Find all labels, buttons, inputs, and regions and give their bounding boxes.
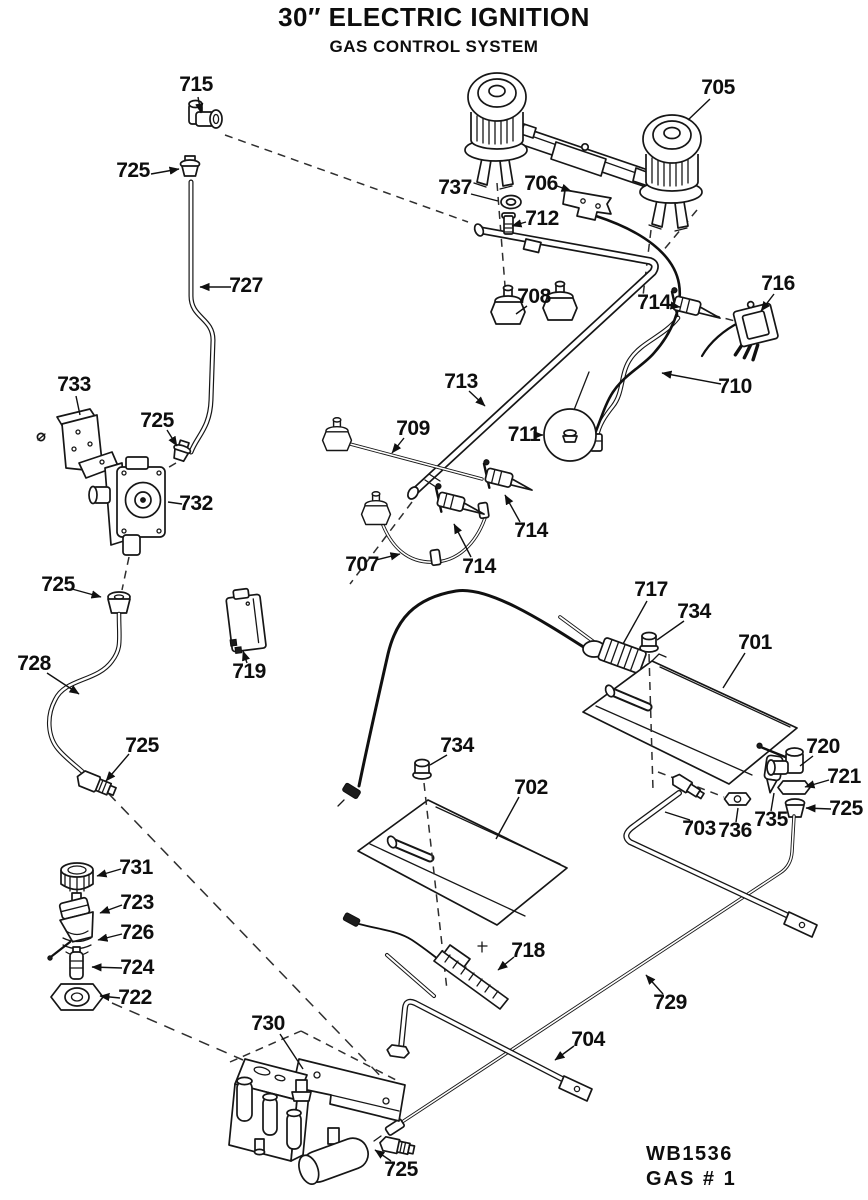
leader-line-710-10 (662, 373, 721, 384)
nut-734-upper (640, 633, 658, 653)
fitting-725-mid (108, 592, 130, 613)
burner-baffle-702 (358, 800, 567, 925)
part-label-731-35: 731 (119, 856, 153, 879)
screw-712 (502, 213, 515, 234)
part-label-713-13: 713 (444, 370, 478, 393)
drawing-number-block (646, 1143, 737, 1191)
leader-line-706-4 (557, 186, 571, 191)
nut-736 (725, 793, 751, 805)
part-label-717-21: 717 (634, 578, 668, 601)
part-label-725-28: 725 (125, 734, 159, 757)
bracket-706 (563, 190, 611, 220)
glow-igniter-718 (343, 912, 508, 1009)
part-label-705-2: 705 (701, 76, 735, 99)
valve-body-723 (56, 896, 99, 943)
part-label-725-31: 725 (829, 797, 863, 820)
part-label-728-24: 728 (17, 652, 51, 675)
part-label-727-6: 727 (229, 274, 263, 297)
part-label-722-39: 722 (118, 986, 152, 1009)
part-label-723-36: 723 (120, 891, 154, 914)
part-label-732-16: 732 (179, 492, 213, 515)
spark-module-719 (224, 587, 266, 654)
leader-line-705-2 (688, 99, 710, 120)
fitting-725-top (181, 156, 200, 176)
gas-valve-assembly-730 (229, 1059, 405, 1187)
page-title: 30″ ELECTRIC IGNITION (278, 2, 590, 32)
burner-right (640, 115, 702, 231)
flare-nut-707-end (362, 492, 391, 525)
part-label-711-15: 711 (507, 423, 541, 446)
part-label-715-0: 715 (179, 73, 213, 96)
part-label-734-22: 734 (677, 600, 711, 623)
leader-line-714-17 (505, 495, 520, 522)
part-label-725-12: 725 (140, 409, 174, 432)
part-label-737-3: 737 (438, 176, 472, 199)
part-label-729-41: 729 (653, 991, 687, 1014)
pipe-728 (49, 614, 119, 778)
part-label-726-37: 726 (120, 921, 154, 944)
fitting-725-bottom (378, 1136, 415, 1157)
leader-line-712-5 (512, 222, 526, 226)
detail-circle-711 (544, 372, 596, 461)
part-label-707-18: 707 (345, 553, 379, 576)
elbow-715 (189, 101, 222, 129)
part-label-725-1: 725 (116, 159, 150, 182)
leader-line-737-3 (471, 194, 498, 201)
part-label-704-42: 704 (571, 1028, 605, 1051)
drawing-header (0, 0, 868, 57)
drawing-number: WB1536 (646, 1143, 733, 1165)
flare-nut-709-end (323, 418, 352, 451)
part-label-703-32: 703 (682, 817, 716, 840)
part-label-725-44: 725 (384, 1158, 418, 1181)
part-label-734-26: 734 (440, 734, 474, 757)
burner-baffle-701 (583, 654, 797, 784)
part-label-735-34: 735 (754, 808, 788, 831)
part-label-708-7: 708 (517, 285, 551, 308)
hex-nut-722 (51, 984, 103, 1010)
manifold-pipe-713 (406, 223, 655, 501)
part-label-709-14: 709 (396, 417, 430, 440)
leader-line-701-23 (723, 653, 745, 688)
part-label-720-27: 720 (806, 735, 840, 758)
leader-line-725-20 (72, 589, 101, 597)
part-label-736-33: 736 (718, 819, 752, 842)
part-label-701-23: 701 (738, 631, 772, 654)
leader-line-702-30 (496, 797, 519, 839)
label-leader-lines (47, 97, 831, 1161)
part-label-716-9: 716 (761, 272, 795, 295)
page-subtitle: GAS CONTROL SYSTEM (329, 37, 539, 56)
part-label-710-10: 710 (718, 375, 752, 398)
leader-line-725-28 (106, 754, 129, 781)
part-label-714-8: 714 (637, 291, 671, 314)
part-label-714-17: 714 (514, 519, 548, 542)
fitting-725-lower-left (74, 769, 117, 799)
leader-line-721-29 (805, 780, 829, 787)
part-label-724-38: 724 (120, 956, 154, 979)
leader-line-707-18 (376, 554, 400, 560)
burner-left (465, 73, 527, 189)
part-label-712-5: 712 (525, 207, 559, 230)
part-label-719-25: 719 (232, 660, 266, 683)
orifice-valve-714-b (478, 459, 536, 498)
plunger-724 (70, 947, 83, 979)
leader-line-730-43 (280, 1034, 303, 1069)
part-label-718-40: 718 (511, 939, 545, 962)
part-label-702-30: 702 (514, 776, 548, 799)
pipe-727 (191, 182, 213, 452)
leader-line-726-37 (98, 934, 122, 940)
leader-line-724-38 (92, 967, 122, 968)
part-label-714-19: 714 (462, 555, 496, 578)
leader-line-725-31 (806, 808, 831, 809)
part-label-721-29: 721 (827, 765, 861, 788)
leader-line-731-35 (97, 869, 121, 876)
nut-734-lower (413, 760, 431, 780)
fitting-725-right (786, 799, 805, 817)
part-label-725-20: 725 (41, 573, 75, 596)
part-label-730-43: 730 (251, 1012, 285, 1035)
grommet-737 (501, 196, 521, 209)
sheet-label: GAS # 1 (646, 1168, 737, 1190)
part-label-733-11: 733 (57, 373, 91, 396)
leader-line-723-36 (100, 905, 122, 913)
leader-line-725-1 (151, 169, 179, 174)
part-label-706-4: 706 (524, 172, 558, 195)
switch-716 (724, 297, 782, 363)
